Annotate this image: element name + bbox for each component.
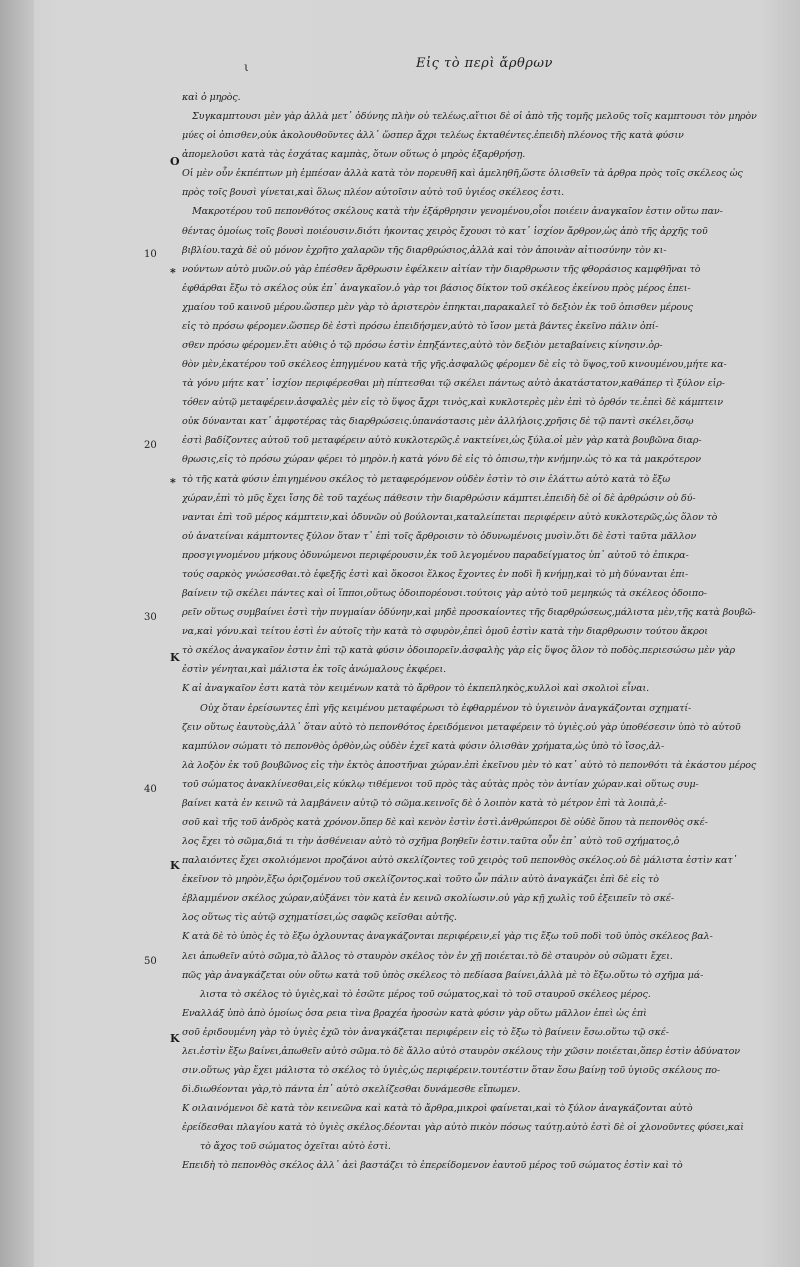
text-line: λει ἀπωθεῖν αὐτὸ σῶμα,τὸ ἄλλος τὸ σταυρὸν σκέλος τὸν ἐν χῇ ποιέεται.τὸ δὲ σταυρὸν οὐ σῶματι ἔχει. [182, 950, 673, 962]
text-line: χμαίου τοῦ καινοῦ μέρου.ὥσπερ μὲν γὰρ τὸ ἀριστερὸν ἐπηκται,παρακαλεῖ τὸ δεξιὸν ἐκ τοῦ ὀπισθεν μέρους [182, 301, 693, 313]
text-line: βαίνει κατὰ ἐν κεινῶ τὰ λαμβάνειν αὐτῷ τὸ σῶμα.κεινοῖς δὲ ὁ λοιπὸν κατὰ τὸ μέτρον ἐπὶ τὰ λοιπὰ,ἐ- [182, 797, 667, 809]
text-line: μύες οἱ ὀπισθεν,οὐκ ἀκολουθοῦντες ἀλλ᾽ ὥσπερ ἄχρι τελέως ἐκταθέντες.ἐπειδὴ πλέονος τῆς κατὰ φύσιν [182, 130, 684, 142]
text-line: θὸν μὲν,ἑκατέρου τοῦ σκέλεος ἐπηγμένου κατὰ τῆς γῆς.ἀσφαλῶς φέρομεν δὲ εἰς τὸ ὕψος,τοῦ κινουμένου,μήτε κα- [182, 359, 727, 371]
text-line: τὸ ἄχος τοῦ σώματος ὀχεῖται αὐτὸ ἐστὶ. [200, 1141, 391, 1153]
line-number-20: 20 [144, 440, 157, 451]
text-line: σιν.οὕτως γὰρ ἔχει μάλιστα τὸ σκέλος τὸ ὑγιὲς,ὡς περιφέρειν.τουτέστιν ὅταν ἔσω βαίνῃ τοῦ ὑγιοῦς σκέλους πο- [182, 1064, 720, 1076]
text-line: πρὸς τοῖς βουσὶ γίνεται,καὶ ὅλως πλέον αὐτοῖσιν αὐτὸ τοῦ ὑγιέος σκέλεος ἐστι. [182, 187, 564, 199]
running-head: Εἰς τὸ περὶ ἄρθρων [416, 56, 553, 71]
text-line: να,καὶ γόνυ.καὶ τείτου ἐστὶ ἐν αὐτοῖς τὴν κατὰ τὸ σφυρὸν,ἐπεὶ ὁμοῦ ἐστὶν κατὰ τὴν διαρθρωσιν τούτου ἄκροι [182, 626, 708, 638]
text-line: λιστα τὸ σκέλος τὸ ὑγιὲς,καὶ τὸ ἐσῶτε μέρος τοῦ σώματος,καὶ τὸ τοῦ σταυροῦ σκέλεος μέρος. [200, 988, 651, 1000]
text-line: ἀπομελοῦσι κατὰ τὰς ἐσχάτας καμπὰς, ὅτων οὕτως ὁ μηρὸς ἐξαρθρήσῃ. [182, 149, 526, 161]
header-mark: ι [244, 60, 249, 74]
text-line: θέντας ὁμοίως τοῖς βουσὶ ποιέουσιν.διότι ἠκοντας χειρὸς ἔχουσι τὸ κατ᾽ ἰσχίον ἄρθρον,ὡς ἀπὸ τῆς ἀρχῆς τοῦ [182, 225, 708, 237]
text-line: λὰ λοξὸν ἐκ τοῦ βουβῶνος εἰς τὴν ἐκτὸς ἀποστῆναι χώραν.ἐπὶ ἐκεῖνου μὲν τὸ κατ᾽ αὐτὸ τὸ πεπονθότι τὰ ἑκάστου μέρος [182, 759, 757, 771]
text-line: εἰς τὸ πρόσω φέρομεν.ὥσπερ δὲ ἐστὶ πρόσω ἐπειδήσμεν,αὐτὸ τὸ ἴσον μετὰ βάντες ἐκεῖνο πάλιν ὀπί- [182, 320, 659, 332]
margin-mark-k-2: K [170, 859, 180, 872]
text-line: Κ ατὰ δὲ τὸ ὑπὸς ἐς τὸ ἔξω ὀχλουντας ἀναγκάζονται περιφέρειν,εἰ γὰρ τις ἔξω τοῦ ποδὶ τοῦ ὑπὸς σκέλεος βαλ- [182, 931, 713, 943]
line-number-10: 10 [144, 249, 157, 260]
text-line: ζειν οὕτως ἑαυτοὺς,ἀλλ᾽ ὅταν αὐτὸ τὸ πεπονθότος ἐρειδόμενοι μεταφέρειν τὸ ὑγιὲς.οὐ γὰρ ὑποθέσεσιν ὑπὸ τὸ αὐτοῦ [182, 721, 741, 733]
text-line: βιβλίου.ταχὰ δὲ οὐ μόνον ἐχρῆτο χαλαρῶν τῆς διαρθρώσιος,ἀλλὰ καὶ τὸν ἀποινὰν αἰτιοσύνην τὸν κι- [182, 244, 667, 256]
text-line: ἐστὶ βαδίζοντες αὐτοῦ τοῦ μεταφέρειν αὐτὸ κυκλοτερῶς.ἐ νακτείνει,ὡς ξύλα.οἱ μὲν γὰρ κατὰ βουβῶνα διαρ- [182, 435, 702, 447]
text-line: ἐστὶν γένηται,καὶ μάλιστα ἐκ τοῖς ἀνώμαλους ἐκφέρει. [182, 664, 447, 676]
text-line: δὶ.διωθέονται γὰρ,τὸ πάντα ἐπ᾽ αὐτὸ σκελίζεσθαι δυνάμεσθε εἴπωμεν. [182, 1084, 521, 1096]
text-line: σοῦ καὶ τῆς τοῦ ἀνδρὸς κατὰ χρόνον.ὅπερ δὲ καὶ κενὸν ἐστὶν ἐστὶ.ἀνθρώπεροι δὲ οὐδὲ ὅπου τὰ πεπονθὸς σκέ- [182, 816, 708, 828]
text-line: οὐ ἀνατείναι κάμπτοντες ξύλον ὅταν τ᾽ ἐπὶ τοῖς ἄρθροισιν τὸ ὀδυνωμένοις μυσὶν.ὅτι δὲ ἐστὶ ταῦτα μᾶλλον [182, 530, 697, 542]
text-line: λος οὕτως τὶς αὐτῷ σχηματίσει,ὡς σαφῶς κεῖσθαι αὐτῆς. [182, 912, 457, 924]
text-line: τὸ τῆς κατὰ φύσιν ἐπιγημένου σκέλος τὸ μεταφερόμενον οὐδὲν ἐστὶν τὸ σιν ἐλάττω αὐτὸ κατὰ τὸ ἔξω [182, 473, 671, 485]
text-line: καμπύλον σώματι τὸ πεπονθὸς ὀρθὸν,ὡς οὐδὲν ἐχεῖ κατὰ φύσιν ὀλισθὰν χρήματα,ὡς ὑπὸ τὸ ἴσος,ἀλ- [182, 740, 665, 752]
binding-gutter [0, 0, 34, 1267]
text-line: λος ἔχει τὸ σῶμα,διά τι τὴν ἀσθένειαν αὐτὸ τὸ σχῆμα βοηθεῖν ἐστιν.ταῦτα οὖν ἐπ᾽ αὐτὸ τοῦ σχήματος,ὁ [182, 836, 680, 848]
line-number-30: 30 [144, 612, 157, 623]
text-line: ἐκεῖνον τὸ μηρὸν,ἔξω ὁριζομένου τοῦ σκελίζοντος.καὶ τοῦτο ὧν πάλιν αὐτὸ ἀναγκάζει ἐπὶ δὲ εἰς τὸ [182, 874, 659, 886]
margin-mark-k-3: K [170, 1032, 180, 1045]
text-line: προσγιγνομένου μήκους ὀδυνώμενοι περιφέρουσιν,ἐκ τοῦ λεγομένου παραδείγματος ὑπ᾽ αὐτοῦ τὸ ἐπικρα- [182, 549, 689, 561]
text-line: Μακροτέρου τοῦ πεπονθότος σκέλους κατὰ τὴν ἐξάρθρησιν γενομένου,οἷοι ποιέειν ἀναγκαῖον ἐστιν οὕτω παν- [192, 206, 723, 218]
text-line: σοῦ ἐριδουμένη γὰρ τὸ ὑγιὲς ἐχῶ τὸν ἀναγκάζεται περιφέρειν εἰς τὸ ἔξω τὸ βαίνειν ἔσω.οὕτω τῷ σκέ- [182, 1026, 669, 1038]
text-line: νούντων αὐτὸ μυῶν.οὐ γὰρ ἐπέσθεν ἄρθρωσιν ἐφέλκειν αἰτίαν τὴν διαρθρωσιν τῆς φθοράσιος καμφθῆναι τὸ [182, 263, 701, 275]
margin-mark-asterisk-2: * [170, 476, 176, 489]
margin-mark-asterisk-1: * [170, 266, 176, 279]
text-line: πῶς γὰρ ἀναγκάζεται οὐν οὕτω κατὰ τοῦ ὑπὸς σκέλεος τὸ πεδίασα βαίνει,ἀλλὰ μὲ τὸ ἔξω.οὕτω τὸ σχῆμα μά- [182, 969, 704, 981]
text-line: τούς σαρκὸς γνώσεσθαι.τὸ ἐφεξῆς ἐστὶ καὶ ὅκοσοι ἕλκος ἔχοντες ἐν ποδὶ ἢ κνήμῃ,καὶ τὸ μὴ δύνανται ἐπι- [182, 568, 689, 580]
text-line: ἐφθάρθαι ἔξω τὸ σκέλος οὐκ ἐπ᾽ ἀναγκαῖον.ὁ γὰρ τοι βάσιος δίκτον τοῦ σκέλεος ἐκείνου πρὸς μέρος ἐπει- [182, 282, 691, 294]
text-line: Κ αἰ ἀναγκαῖον ἐστι κατὰ τὸν κειμένων κατὰ τὸ ἄρθρον τὸ ἐκπεπληκὸς,κυλλοὶ καὶ σκολιοὶ εἶναι. [182, 683, 650, 695]
text-line: Οὐχ ὅταν ἐρείσωντες ἐπὶ γῆς κειμένου μεταφέρωσι τὸ ἐφθαρμένον τὸ ὑγιεινὸν ἀναγκάζονται σχηματί- [200, 702, 692, 714]
margin-mark-k-1: K [170, 651, 180, 664]
margin-mark-o: O [170, 155, 180, 168]
text-line: Εναλλάξ ὑπὸ ἀπὸ ὁμοίως ὁσα ρεια τὶνα βραχέα ἠροσὼν κατὰ φύσιν γὰρ οὕτω μᾶλλον ἐπεὶ ὡς ἐπὶ [182, 1007, 647, 1019]
text-line: Συγκαμπτουσι μὲν γὰρ ἀλλὰ μετ᾽ ὀδύνης πλὴν οὐ τελέως.αἴτιοι δὲ οἱ ἀπὸ τῆς τομῆς μελοῦς τοῖς καμπτουσι τὸν μηρὸν [192, 111, 757, 123]
text-line: τόθεν αὐτῷ μεταφέρειν.ἀσφαλὲς μὲν εἰς τὸ ὕψος ἄχρι τινὸς,καὶ κυκλοτερὲς μὲν ἐπὶ τὸ ὀρθόν τε.ἐπεὶ δὲ κάμπτειν [182, 397, 723, 409]
line-number-40: 40 [144, 784, 157, 795]
text-line: καὶ ὁ μηρὸς. [182, 92, 241, 103]
text-line: ρεῖν οὕτως συμβαίνει ἐστὶ τὴν πυγμαίαν ὀδύνην,καὶ μηδὲ προσκαίοντες τῆς διαρθρώσεως,μάλιστα μὲν,τῆς κατὰ βουβῶ- [182, 607, 756, 619]
text-line: τοῦ σώματος ἀνακλίνεσθαι,εἰς κύκλῳ τιθέμενοι τοῦ πρὸς τὰς αὐτὰς πρὸς τὸν ἀντίαν χώραν.καὶ οὕτως συμ- [182, 778, 699, 790]
text-line: παλαιόντες ἔχει σκολιόμενοι προζάνοι αὐτὸ σκελίζοντες τοῦ χειρὸς τοῦ πεπονθὸς σκέλος.οὐ δὲ μάλιστα ἐστὶν κατ᾽ [182, 855, 738, 867]
text-line: λει.ἐστὶν ἔξω βαίνει,ἀπωθεῖν αὐτὸ σῶμα.τὸ δὲ ἄλλο αὐτὸ σταυρὸν σκέλους τὴν χῶσιν ποιέεται,ὅπερ ἐστὶν ἀδύνατον [182, 1045, 740, 1057]
line-number-50: 50 [144, 956, 157, 967]
body-text [182, 88, 772, 1175]
text-line: νανται ἐπὶ τοῦ μέρος κάμπτειν,καὶ ὀδυνῶν οὐ βούλονται,καταλείπεται περιφέρειν αὐτὸ κυκλοτερῶς,ὡς ὅλον τὸ [182, 511, 718, 523]
text-line: βαίνειν τῷ σκέλει πάντες καὶ οἱ ἵπποι,οὕτως ὁδοιπορέουσι.τούτοις γὰρ αὐτὸ τοῦ μεμηκώς τὰ σκέλεος ὁδοιπο- [182, 588, 707, 600]
text-line: ἐβλαμμένον σκέλος χώραν,αὐξάνει τὸν κατὰ ἐν κεινῶ σκολίωσιν.οὐ γὰρ κῇ χωλὶς τοῦ ἐξειπεῖν τὸ σκέ- [182, 893, 675, 905]
text-line: ἐρείδεσθαι πλαγίου κατὰ τὸ ὑγιὲς σκέλος.δέονται γὰρ αὐτὸ πικὸν πόσως ταύτῃ.αὐτὸ ἐστὶ δὲ οἱ χλονοῦντες φύσει,καὶ [182, 1122, 744, 1134]
text-line: χώραν,ἐπὶ τὸ μῦς ἔχει ἴσης δὲ τοῦ ταχέως πάθεσιν τὴν διαρθρώσιν κάμπτει.ἐπειδὴ δὲ οἱ δὲ ἀρθρώσιν οὐ δύ- [182, 492, 696, 504]
text-line: τὰ γόνυ μήτε κατ᾽ ἰσχίον περιφέρεσθαι μὴ πίπτεσθαι τῷ σκέλει πάντως αὐτὸ ἀκατάστατον,καθάπερ τὶ ξύλον εἰρ- [182, 378, 725, 390]
text-line: Κ οιλαινόμενοι δὲ κατὰ τὸν κεινεῶνα καὶ κατὰ τὸ ἄρθρα,μικροὶ φαίνεται,καὶ τὸ ξύλον ἀναγκάζονται αὐτὸ [182, 1103, 693, 1115]
text-line: τὸ σκέλος ἀναγκαῖον ἐστιν ἐπὶ τῷ κατὰ φύσιν ὁδοιπορεῖν.ἀσφαλὴς γὰρ εἰς ὕψος ὅλον τὸ ποδὸς.περιεσώσω μὲν γὰρ [182, 645, 735, 657]
text-line: θρωσις,εἰς τὸ πρόσω χώραν φέρει τὸ μηρὸν.ἡ κατὰ γόνυ δὲ εἰς τὸ ὀπισω,τὴν κνήμην.ὡς τὸ κα τὰ μακρότερον [182, 454, 701, 466]
text-line: Οἱ μὲν οὖν ἐκπέπτων μὴ ἐμπέσαν ἀλλὰ κατὰ τὸν πορευθῆ καὶ ἀμεληθῆ,ὥστε ὁλισθεῖν τὰ ἀρθρα πρὸς τοῖς σκέλεος ὡς [182, 168, 743, 180]
text-line: οὐκ δύνανται κατ᾽ ἀμφοτέρας τὰς διαρθρώσεις.ὑπανάστασις μὲν ἀλλήλοις.χρῆσις δὲ τῷ παντὶ σκέλει,ὅσῳ [182, 416, 694, 428]
text-line: Επειδὴ τὸ πεπονθὸς σκέλος ἀλλ᾽ ἀεὶ βαστάζει τὸ ἐπερείδομενον ἑαυτοῦ μέρος τοῦ σώματος ἐστὶν καὶ τὸ [182, 1160, 683, 1172]
text-line: σθεν πρόσω φέρομεν.ἔτι αὐθις ὁ τῷ πρόσω ἐστὶν ἐπηξάντες,αὐτὸ τὸν δεξιὸν μεταβαίνεις κίνησιν.ὀρ- [182, 340, 663, 352]
